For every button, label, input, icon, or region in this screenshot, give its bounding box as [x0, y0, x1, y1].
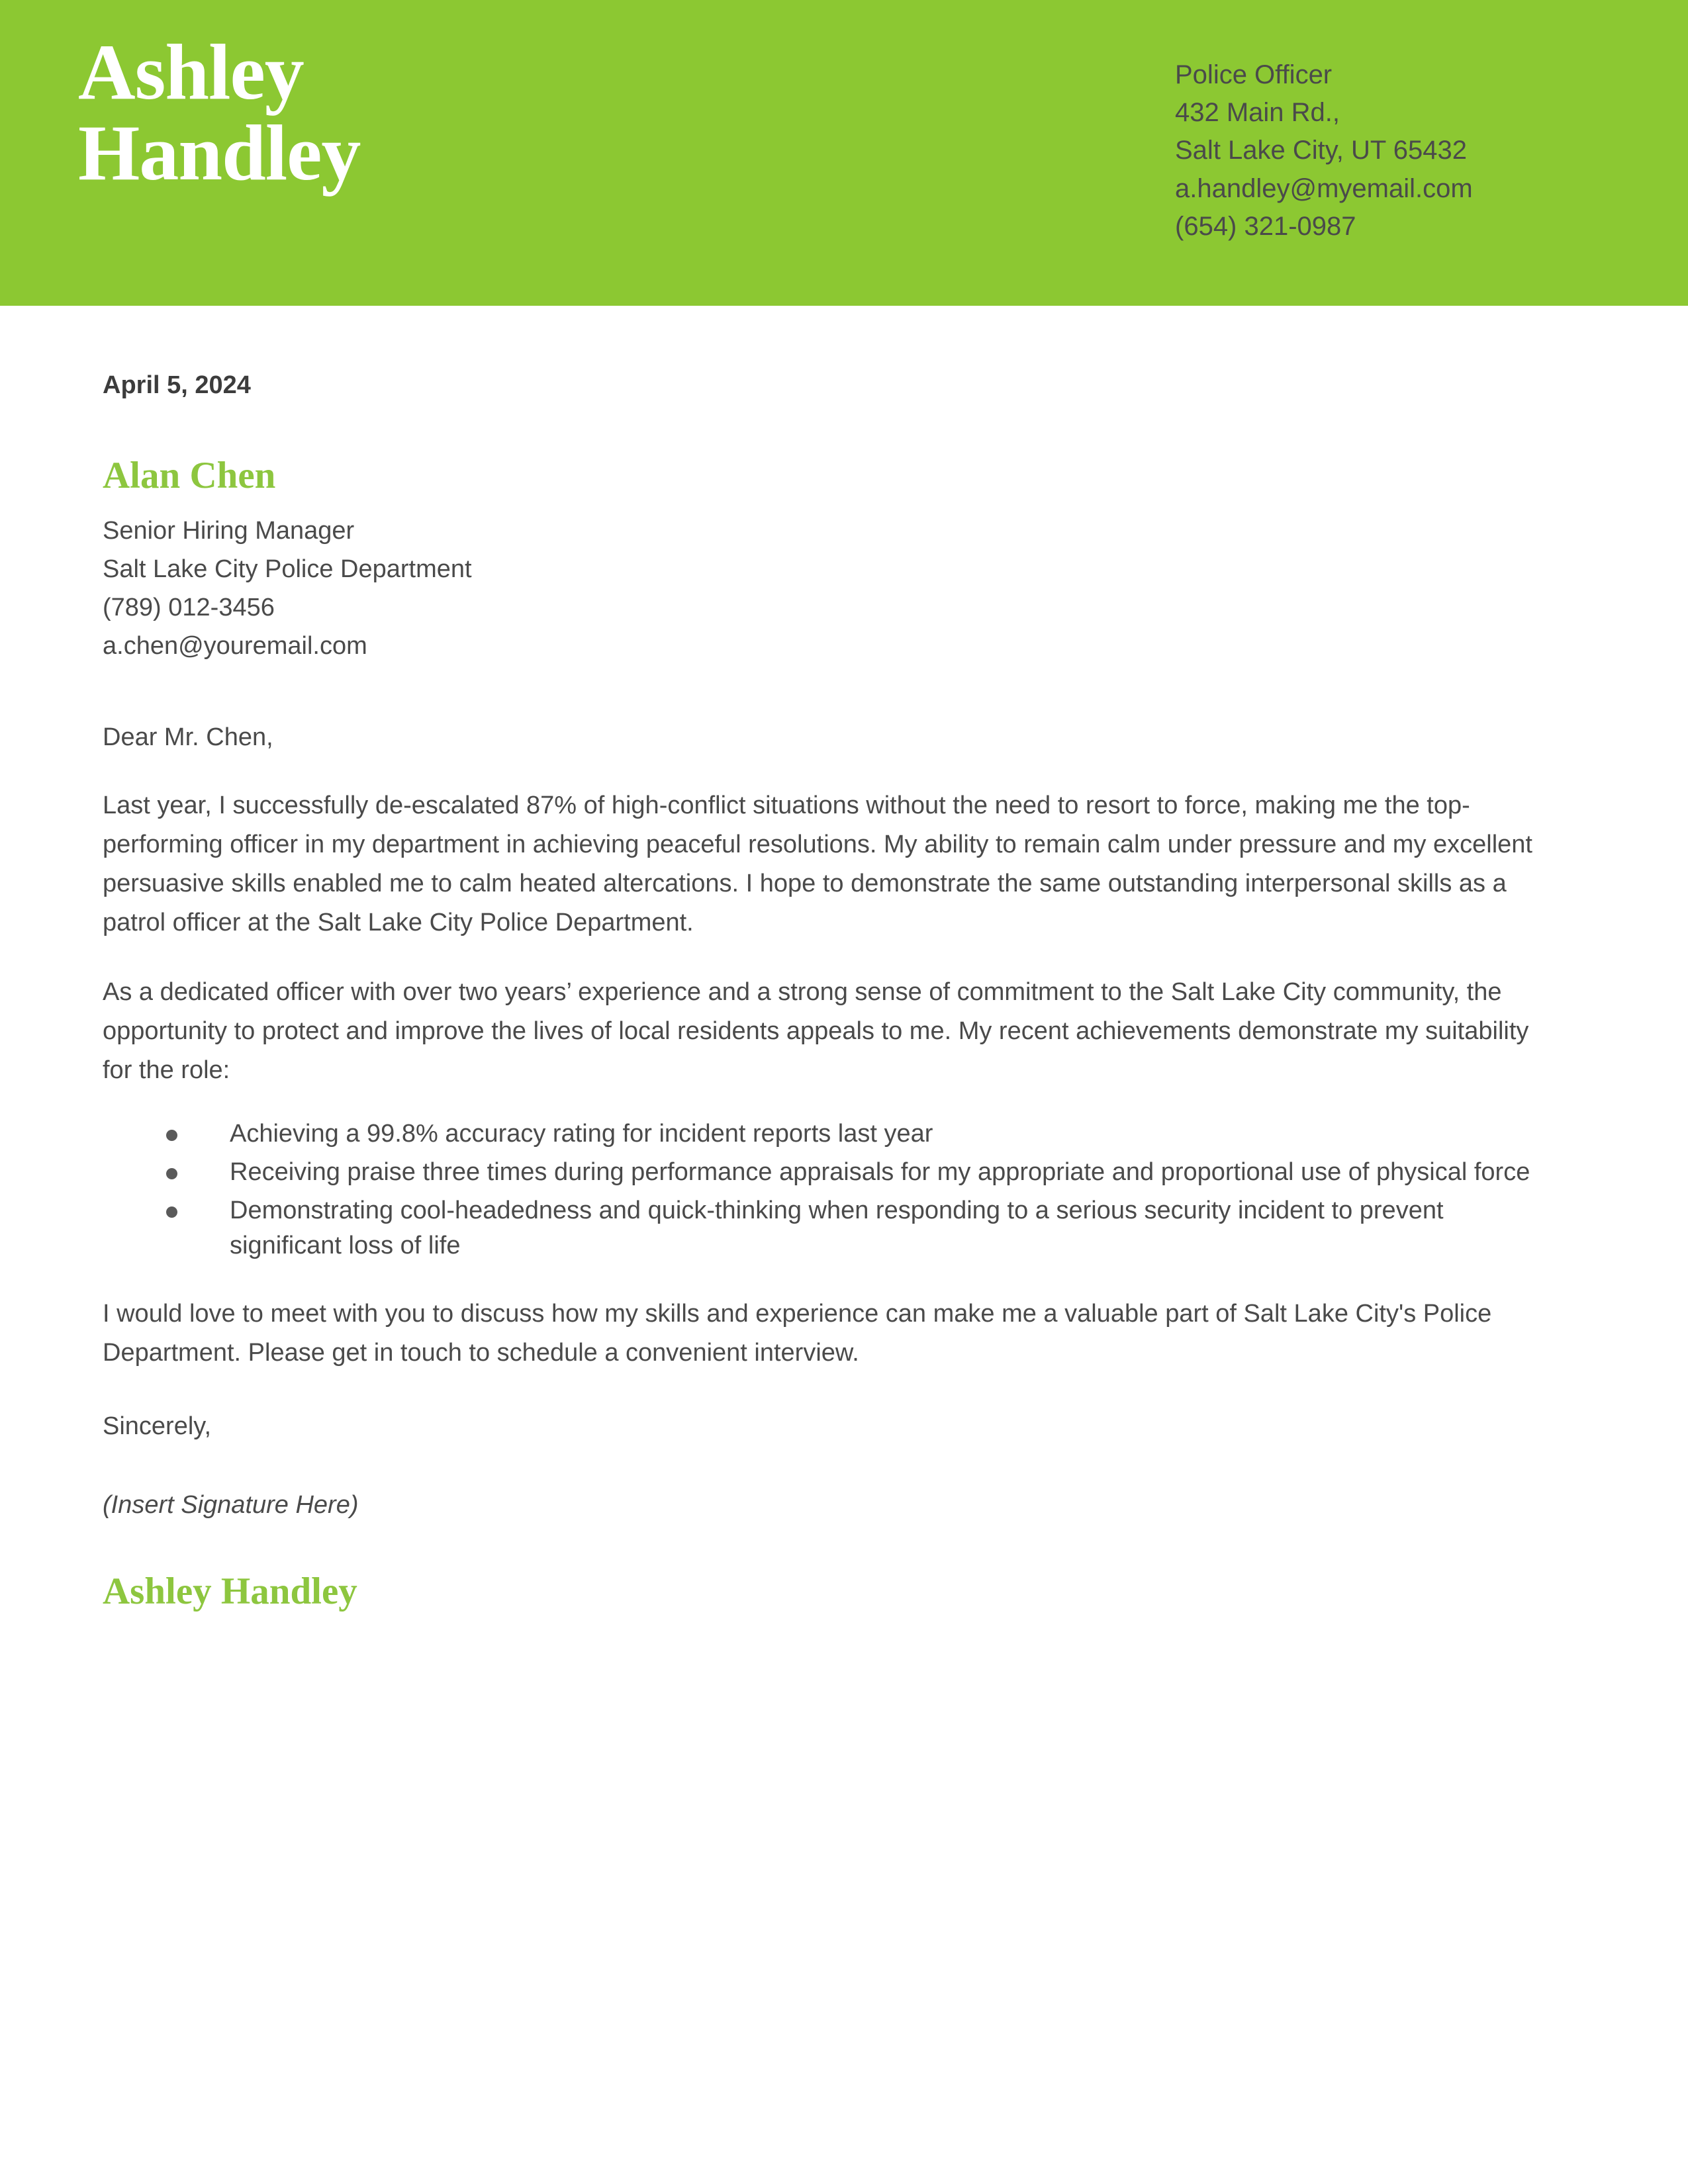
- applicant-contact-block: [1175, 56, 1638, 246]
- header-band: [0, 0, 1688, 306]
- achievement-text: Receiving praise three times during performance appraisals for my appropriate and proportional use of physical force: [230, 1158, 1530, 1186]
- applicant-email[interactable]: a.handley@myemail.com: [1175, 173, 1473, 203]
- signature-name: Ashley Handley: [103, 1570, 357, 1613]
- applicant-name-line-1: Ashley: [78, 28, 304, 116]
- applicant-city-state-zip: Salt Lake City, UT 65432: [1175, 136, 1467, 165]
- body-paragraph-1: Last year, I successfully de-escalated 87% of high-conflict situations without the need to resort to force, making me the top-performing officer in my department in achieving peaceful resolutions. My ability to remain calm under pressure and my excellent persuasive skills enabled me to calm heated altercations. I hope to demonstrate the same outstanding interpersonal skills as a patrol officer at the Salt Lake City Police Department.: [103, 792, 1532, 937]
- salutation: Dear Mr. Chen,: [103, 723, 273, 752]
- bullet-dot-icon: [166, 1206, 177, 1218]
- sign-off: Sincerely,: [103, 1412, 212, 1441]
- applicant-street-address: 432 Main Rd.,: [1175, 98, 1340, 128]
- recipient-title: Senior Hiring Manager: [103, 517, 355, 545]
- applicant-phone[interactable]: (654) 321-0987: [1175, 211, 1356, 241]
- achievement-text: Demonstrating cool-headedness and quick-thinking when responding to a serious security incident to prevent significant loss of life: [230, 1196, 1444, 1260]
- body-paragraph-3: I would love to meet with you to discuss how my skills and experience can make me a valuable part of Salt Lake City's Police Department. Please get in touch to schedule a convenient interview.: [103, 1300, 1492, 1367]
- achievements-list: [103, 1116, 1542, 1265]
- recipient-email[interactable]: a.chen@youremail.com: [103, 631, 367, 660]
- letter-date: April 5, 2024: [103, 371, 251, 399]
- list-item: [166, 1116, 1542, 1152]
- recipient-name: Alan Chen: [103, 454, 276, 496]
- recipient-organization: Salt Lake City Police Department: [103, 555, 472, 584]
- applicant-job-title: Police Officer: [1175, 60, 1333, 89]
- applicant-name-line-2: Handley: [78, 109, 361, 197]
- list-item: [166, 1193, 1542, 1265]
- recipient-phone[interactable]: (789) 012-3456: [103, 593, 275, 621]
- letter-body: [103, 371, 1542, 1613]
- applicant-name-heading: [78, 28, 1104, 197]
- body-paragraph-2: As a dedicated officer with over two years’ experience and a strong sense of commitment to the Salt Lake City community, the opportunity to protect and improve the lives of local residents appeals to me. My recent achievements demonstrate my suitability for the role:: [103, 978, 1529, 1084]
- achievement-text: Achieving a 99.8% accuracy rating for incident reports last year: [230, 1119, 933, 1148]
- list-item: [166, 1155, 1542, 1191]
- signature-placeholder[interactable]: (Insert Signature Here): [103, 1491, 359, 1520]
- recipient-details: [103, 512, 1542, 665]
- bullet-dot-icon: [166, 1168, 177, 1179]
- bullet-dot-icon: [166, 1130, 177, 1141]
